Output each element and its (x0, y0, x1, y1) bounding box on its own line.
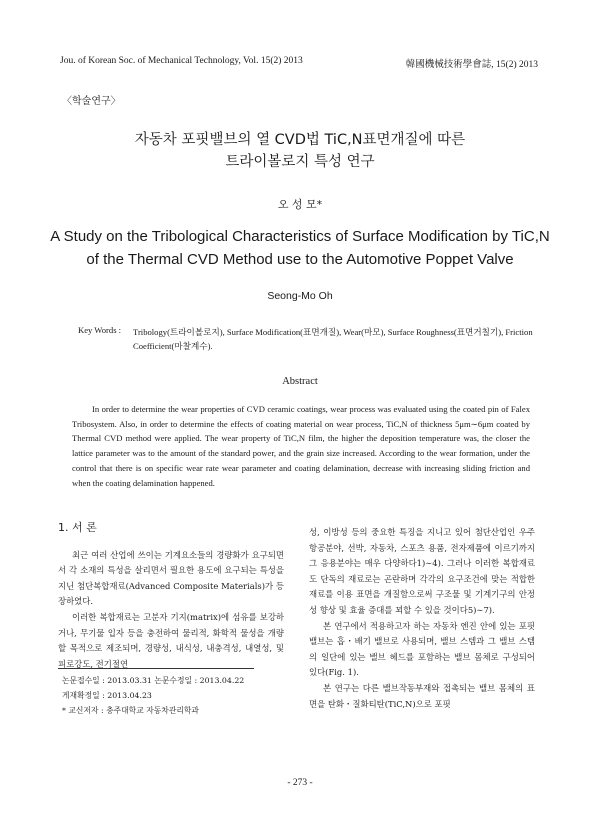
english-title-line2: of the Thermal CVD Method use to the Automotive Poppet Valve (86, 251, 514, 268)
abstract-title: Abstract (282, 376, 318, 387)
footnote-corresponding-author: * 교신저자 : 충주대학교 자동차관리학과 (62, 706, 199, 715)
right-paragraph-1: 성, 이방성 등의 중요한 특징을 지니고 있어 첨단산업인 우주항공분야, 선박, 자동차, 스포츠 용품, 전자제품에 이르기까지 그 응용분야는 매우 다양하다1)∼4). 그러나 이러한 복합재료도 단독의 재료로는 곤란하며 각각의 요구조건에 맞는 적합한 재료를 이용 표면을 개질함으로써 구조물 및 기계기구의 안정성 향상 및 효율 증대를 꾀할 수 있을 것이다5)∼7). (309, 527, 535, 615)
section-tag: 〈학술연구〉 (62, 96, 121, 107)
korean-title-line1: 자동차 포핏밸브의 열 CVD법 TiC,N표면개질에 따른 (134, 132, 466, 148)
korean-title-line2: 트라이볼로지 특성 연구 (225, 154, 375, 170)
abstract-body: In order to determine the wear properties of CVD ceramic coatings, wear process was evaluated using the coated pin of Falex Tribosystem. Also, in order to determine the effects of coating material on wear process, TiC,N of thickness 5μm∼6μm coated by Thermal CVD method were applied. The wear property of TiC,N film, the higher the deposition temperature was, the closer the lattice parameter was to the amount of the standard power, and the grain size increased. According to the wear formation, under the control that there is on specific wear rate wear parameter and coating delamination, decrease with increasing sliding friction and when the coating delamination happened. (72, 404, 530, 488)
journal-header-right: 韓國機械技術學會誌, 15(2) 2013 (405, 60, 538, 70)
page-number: - 273 - (287, 778, 313, 788)
intro-paragraph-2: 이러한 복합재료는 고분자 기지(matrix)에 섬유를 보강하거나, 무기물 입자 등을 충전하여 물리적, 화학적 물성을 개량할 목적으로 제조되며, 경량성, 내식성, 내충격성, 내열성, 및 피로강도, 전기절연 (58, 611, 284, 669)
korean-author: 오 성 모* (277, 198, 323, 211)
body-column-left (58, 520, 284, 672)
keywords-label: Key Words : (78, 325, 122, 335)
footnote-divider (58, 668, 254, 669)
english-title-line1: A Study on the Tribological Characteristics of Surface Modification by TiC,N (50, 228, 550, 245)
right-paragraph-3: 본 연구는 다른 밸브작동부재와 접촉되는 밸브 몸체의 표면을 탄화・질화티탄(TiC,N)으로 포핏 (309, 682, 535, 709)
right-paragraph-2: 본 연구에서 적용하고자 하는 자동차 엔진 안에 있는 포핏밸브는 흡・배기 밸브로 사용되며, 밸브 스템과 그 밸브 스템의 일단에 있는 밸브 헤드를 포함하는 밸브 몸체로 구성되어 있다(Fig. 1). (309, 620, 535, 678)
english-author: Seong-Mo Oh (267, 290, 333, 302)
body-column-right (309, 525, 535, 712)
intro-paragraph-1: 최근 여러 산업에 쓰이는 기계요소들의 경량화가 요구되면서 각 소재의 특성을 살리면서 필요한 용도에 요구되는 특성을 지닌 첨단복합재료(Advanced Composite Materials)가 등장하였다. (58, 549, 284, 607)
section-heading-introduction: 1. 서 론 (58, 521, 97, 534)
journal-header-left: Jou. of Korean Soc. of Mechanical Technology, Vol. 15(2) 2013 (60, 56, 303, 66)
keywords-text: Tribology(트라이볼로지), Surface Modification(표면개질), Wear(마모), Surface Roughness(표면거칠기), Friction Coefficient(마찰계수). (133, 327, 533, 351)
footnote-accepted-date: 게재확정일 : 2013.04.23 (62, 691, 152, 700)
footnote-received-date: 논문접수일 : 2013.03.31 논문수정일 : 2013.04.22 (62, 676, 245, 685)
